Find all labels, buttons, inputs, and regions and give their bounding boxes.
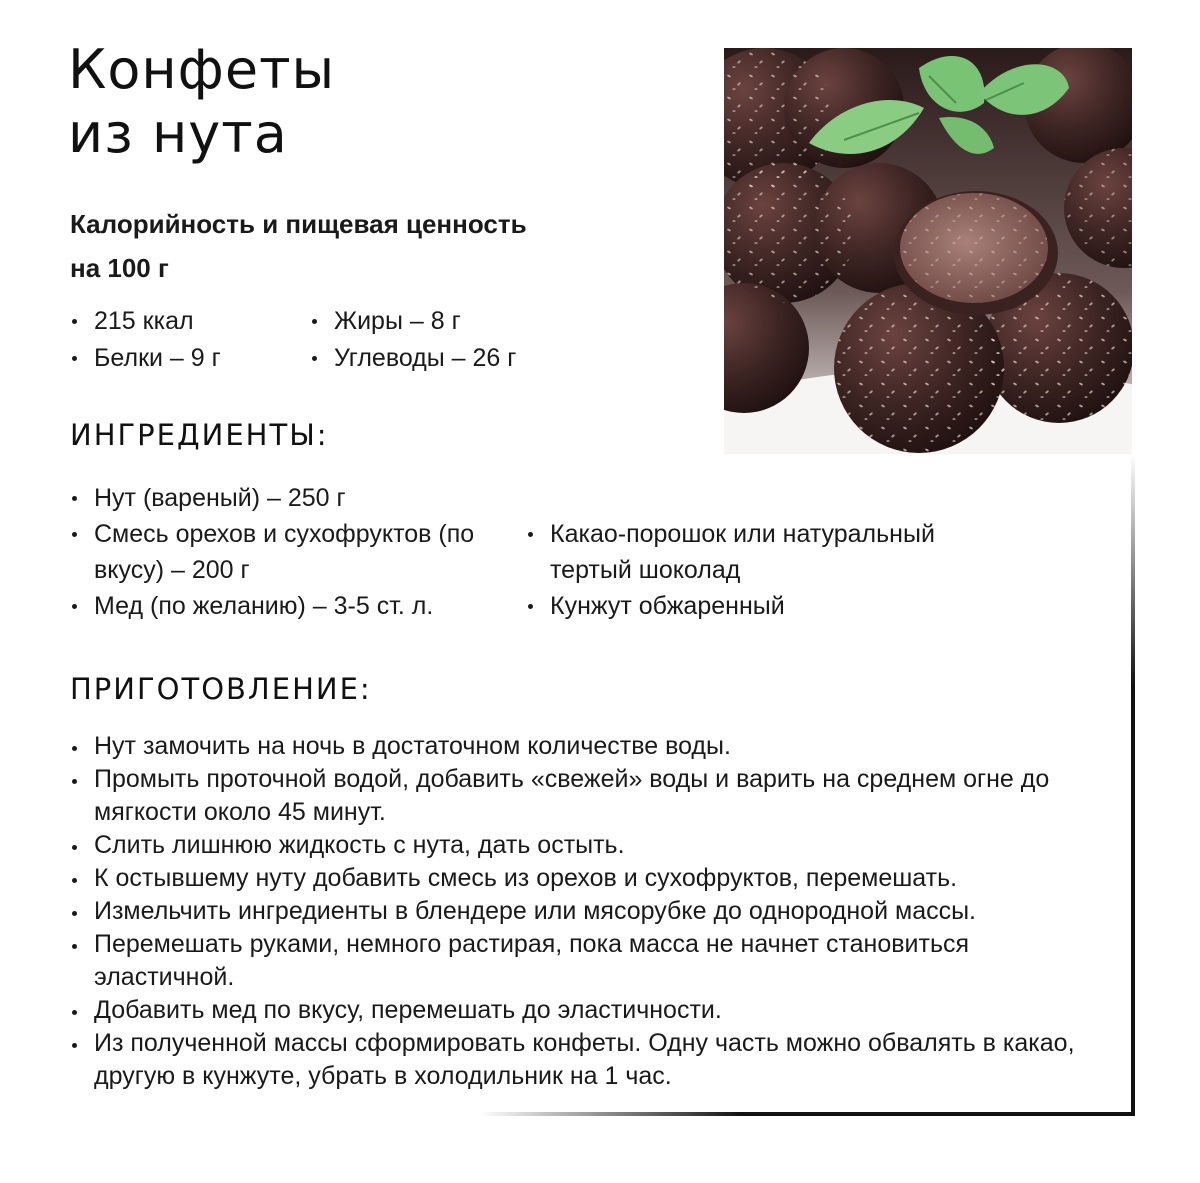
- nutrition-heading-line-2: на 100 г: [70, 253, 169, 283]
- preparation-step: Из полученной массы сформировать конфеты. Одну часть можно обвалять в какао, другую в кунжуте, убрать в холодильник на 1 час.: [70, 1027, 1110, 1093]
- ingredient-item: Кунжут обжаренный: [526, 588, 996, 624]
- preparation-step: Промыть проточной водой, добавить «свежей» воды и варить на среднем огне до мягкости около 45 минут.: [70, 763, 1110, 829]
- ingredients-list-right: [526, 516, 996, 624]
- ingredient-item: Мед (по желанию) – 3-5 ст. л.: [70, 588, 510, 624]
- preparation-heading: ПРИГОТОВЛЕНИЕ:: [70, 672, 372, 706]
- nutrition-heading-line-1: Калорийность и пищевая ценность: [70, 209, 527, 239]
- cut-candy: [894, 191, 1058, 315]
- nutrition-list-left: [70, 303, 221, 377]
- preparation-step: Измельчить ингредиенты в блендере или мясорубке до однородной массы.: [70, 895, 1110, 928]
- frame-line-right: [1131, 454, 1135, 1116]
- title-line-2: из нута: [68, 102, 288, 165]
- preparation-step: К остывшему нуту добавить смесь из орехов и сухофруктов, перемешать.: [70, 862, 1110, 895]
- ingredient-item: Какао-порошок или натуральный тертый шоколад: [526, 516, 996, 588]
- ingredients-list-left: [70, 480, 510, 624]
- preparation-step: Перемешать руками, немного растирая, пока масса не начнет становиться эластичной.: [70, 928, 1110, 994]
- candy-photo-illustration: [724, 48, 1132, 454]
- nutrition-item-protein: Белки – 9 г: [70, 340, 221, 377]
- preparation-steps: [70, 730, 1110, 1093]
- nutrition-item-calories: 215 ккал: [70, 303, 221, 340]
- preparation-step: Нут замочить на ночь в достаточном количестве воды.: [70, 730, 1110, 763]
- ingredients-heading: ИНГРЕДИЕНТЫ:: [70, 418, 329, 452]
- nutrition-heading: [70, 202, 670, 290]
- ingredient-item: Нут (вареный) – 250 г: [70, 480, 510, 516]
- ingredient-item: Смесь орехов и сухофруктов (по вкусу) – 200 г: [70, 516, 510, 588]
- preparation-step: Добавить мед по вкусу, перемешать до эластичности.: [70, 994, 1110, 1027]
- recipe-title: [68, 38, 335, 166]
- preparation-step: Слить лишнюю жидкость с нута, дать остыть.: [70, 829, 1110, 862]
- candy-photo: [724, 48, 1132, 454]
- frame-line-bottom: [480, 1112, 1135, 1116]
- nutrition-item-fat: Жиры – 8 г: [310, 303, 516, 340]
- nutrition-item-carbs: Углеводы – 26 г: [310, 340, 516, 377]
- nutrition-list-right: [310, 303, 516, 377]
- title-line-1: Конфеты: [68, 38, 336, 101]
